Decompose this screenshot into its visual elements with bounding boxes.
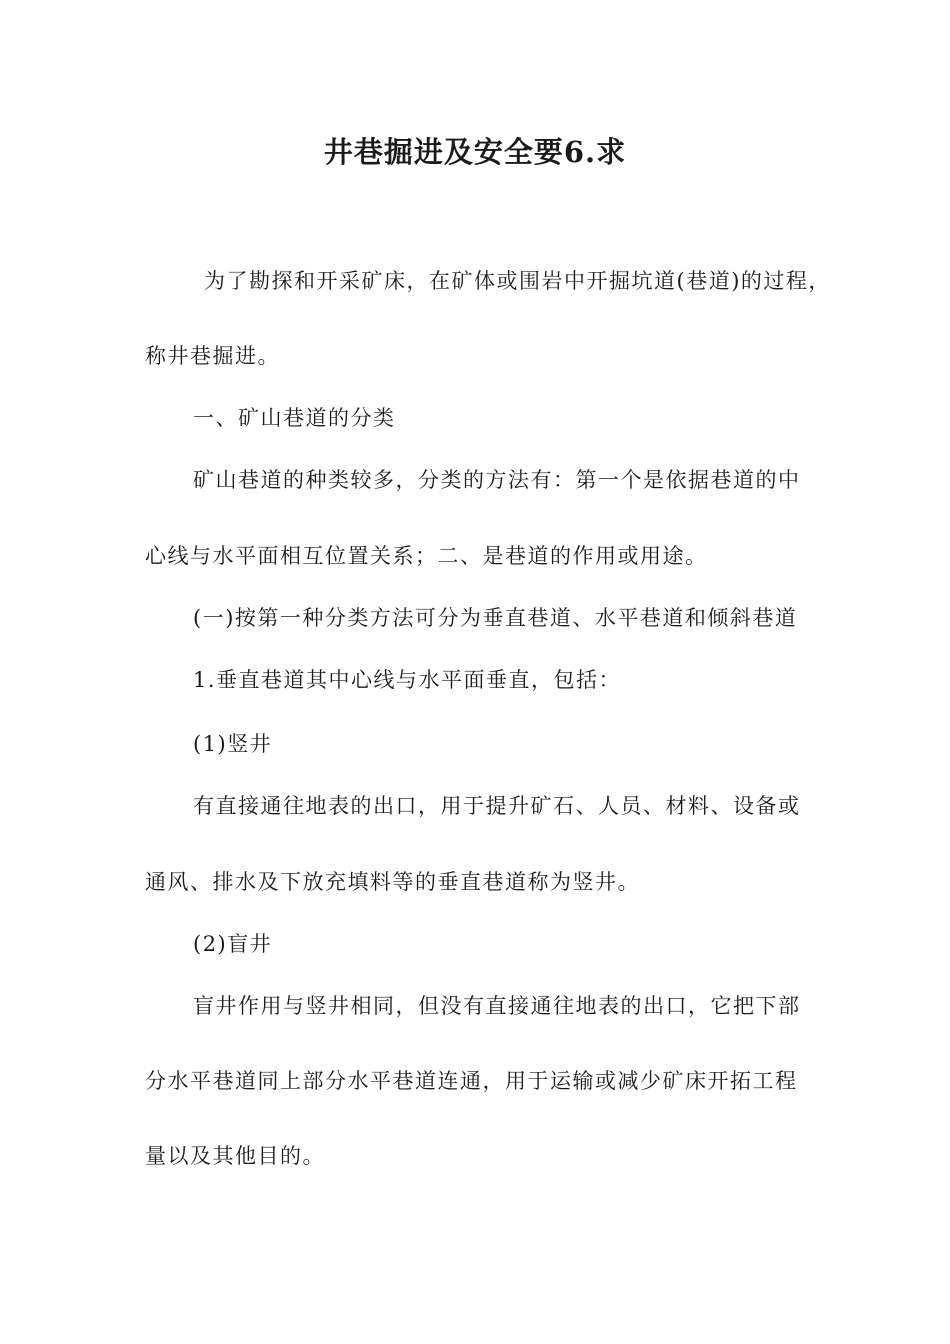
item-subheading: (1)竖井 [193,732,273,756]
paragraph-line: 分水平巷道同上部分水平巷道连通，用于运输或减少矿床开拓工程 [145,1069,798,1093]
paragraph-line: 量以及其他目的。 [145,1144,325,1168]
paragraph-line: 心线与水平面相互位置关系；二、是巷道的作用或用途。 [145,544,708,568]
paragraph-line: 为了勘探和开采矿床，在矿体或围岩中开掘坑道(巷道)的过程， [204,269,831,293]
item-heading: 1.垂直巷道其中心线与水平面垂直，包括： [193,668,622,692]
section-heading: 一、矿山巷道的分类 [193,406,396,430]
item-subheading: (2)盲井 [193,932,273,956]
paragraph-line: 称井巷掘进。 [145,344,280,368]
paragraph-line: 有直接通往地表的出口，用于提升矿石、人员、材料、设备或 [193,794,801,818]
paragraph-line: 盲井作用与竖井相同，但没有直接通往地表的出口，它把下部 [193,994,801,1018]
paragraph-line: 矿山巷道的种类较多，分类的方法有：第一个是依据巷道的中 [193,468,801,492]
paragraph-line: 通风、排水及下放充填料等的垂直巷道称为竖井。 [145,870,640,894]
document-title: 井巷掘进及安全要6.求 [323,135,627,169]
subsection-heading: (一)按第一种分类方法可分为垂直巷道、水平巷道和倾斜巷道 [193,606,798,630]
